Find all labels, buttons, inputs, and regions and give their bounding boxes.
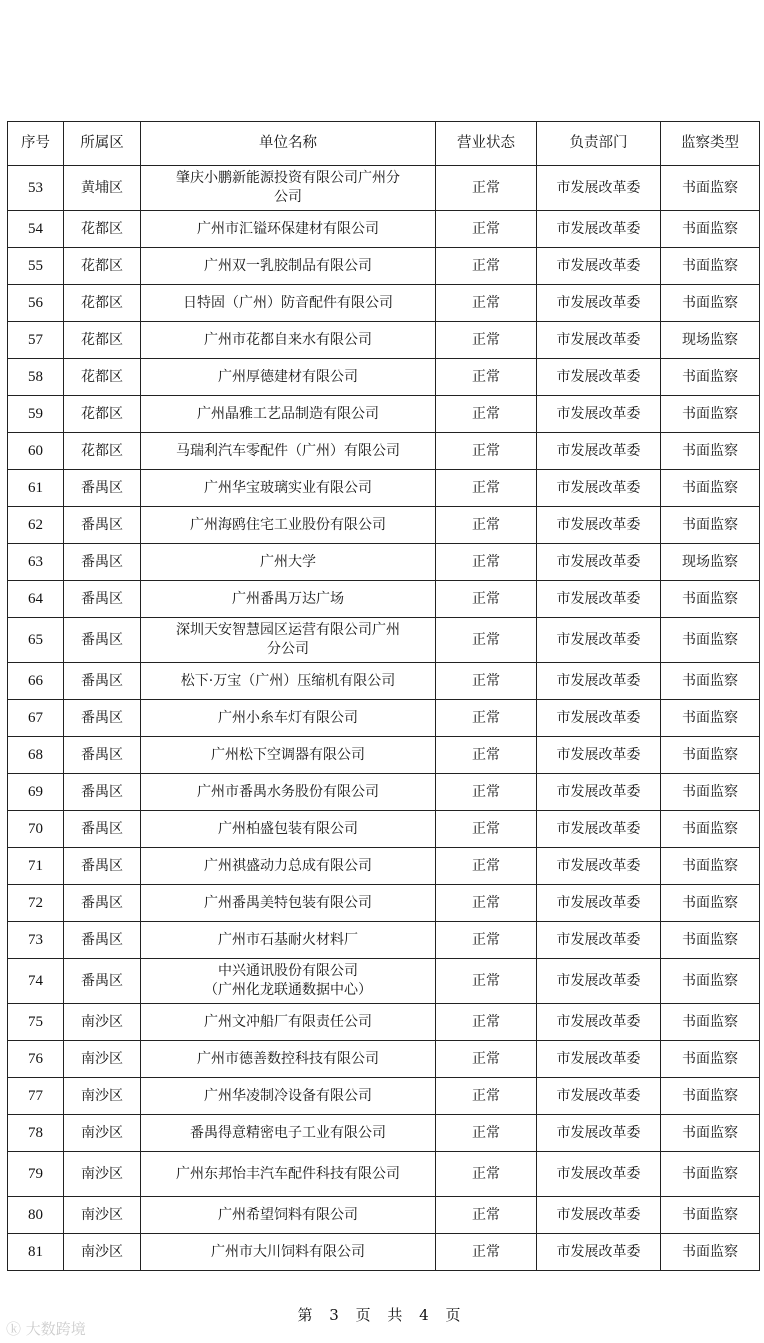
cell-company-name: 广州番禺美特包装有限公司 — [141, 885, 436, 922]
cell-business-status: 正常 — [436, 1152, 537, 1197]
table-row — [8, 959, 760, 1004]
cell-department: 市发展改革委 — [537, 1078, 661, 1115]
cell-inspection-type: 书面监察 — [661, 396, 760, 433]
cell-business-status: 正常 — [436, 700, 537, 737]
cell-company-name: 广州市番禺水务股份有限公司 — [141, 774, 436, 811]
cell-district: 南沙区 — [64, 1004, 141, 1041]
watermark-logo: ⓚ 大数跨境 — [6, 1320, 86, 1338]
cell-district: 番禺区 — [64, 663, 141, 700]
cell-company-name: 番禺得意精密电子工业有限公司 — [141, 1115, 436, 1152]
cell-company-name: 深圳天安智慧园区运营有限公司广州 分公司 — [141, 618, 436, 663]
cell-district: 花都区 — [64, 248, 141, 285]
cell-company-name: 广州双一乳胶制品有限公司 — [141, 248, 436, 285]
cell-district: 番禺区 — [64, 544, 141, 581]
table-row — [8, 1197, 760, 1234]
cell-business-status: 正常 — [436, 285, 537, 322]
table-row — [8, 1152, 760, 1197]
cell-company-name: 广州海鸥住宅工业股份有限公司 — [141, 507, 436, 544]
cell-department: 市发展改革委 — [537, 1152, 661, 1197]
cell-district: 花都区 — [64, 396, 141, 433]
cell-business-status: 正常 — [436, 581, 537, 618]
cell-inspection-type: 书面监察 — [661, 1004, 760, 1041]
cell-department: 市发展改革委 — [537, 1234, 661, 1271]
cell-index: 78 — [8, 1115, 64, 1152]
cell-company-name: 广州松下空调器有限公司 — [141, 737, 436, 774]
cell-index: 59 — [8, 396, 64, 433]
cell-district: 番禺区 — [64, 848, 141, 885]
cell-index: 75 — [8, 1004, 64, 1041]
cell-department: 市发展改革委 — [537, 285, 661, 322]
cell-inspection-type: 书面监察 — [661, 700, 760, 737]
cell-inspection-type: 书面监察 — [661, 359, 760, 396]
cell-business-status: 正常 — [436, 470, 537, 507]
cell-district: 番禺区 — [64, 811, 141, 848]
cell-business-status: 正常 — [436, 885, 537, 922]
cell-company-name: 广州市大川饲料有限公司 — [141, 1234, 436, 1271]
cell-company-name: 广州东邦怡丰汽车配件科技有限公司 — [141, 1152, 436, 1197]
cell-index: 69 — [8, 774, 64, 811]
cell-business-status: 正常 — [436, 359, 537, 396]
header-business-status: 营业状态 — [436, 122, 537, 166]
table-row — [8, 1004, 760, 1041]
cell-business-status: 正常 — [436, 322, 537, 359]
cell-department: 市发展改革委 — [537, 618, 661, 663]
cell-company-name: 广州柏盛包装有限公司 — [141, 811, 436, 848]
cell-index: 62 — [8, 507, 64, 544]
table-row — [8, 1078, 760, 1115]
cell-index: 57 — [8, 322, 64, 359]
cell-department: 市发展改革委 — [537, 248, 661, 285]
cell-index: 68 — [8, 737, 64, 774]
cell-district: 花都区 — [64, 211, 141, 248]
table-row — [8, 1234, 760, 1271]
cell-index: 67 — [8, 700, 64, 737]
cell-inspection-type: 书面监察 — [661, 737, 760, 774]
cell-index: 63 — [8, 544, 64, 581]
cell-business-status: 正常 — [436, 211, 537, 248]
cell-index: 73 — [8, 922, 64, 959]
cell-inspection-type: 书面监察 — [661, 1152, 760, 1197]
table-row — [8, 1115, 760, 1152]
cell-department: 市发展改革委 — [537, 737, 661, 774]
cell-district: 番禺区 — [64, 737, 141, 774]
cell-inspection-type: 现场监察 — [661, 544, 760, 581]
table-row — [8, 285, 760, 322]
cell-business-status: 正常 — [436, 544, 537, 581]
cell-index: 61 — [8, 470, 64, 507]
cell-inspection-type: 书面监察 — [661, 811, 760, 848]
cell-index: 56 — [8, 285, 64, 322]
cell-department: 市发展改革委 — [537, 166, 661, 211]
header-department: 负责部门 — [537, 122, 661, 166]
table-row — [8, 618, 760, 663]
cell-district: 番禺区 — [64, 885, 141, 922]
cell-index: 81 — [8, 1234, 64, 1271]
cell-department: 市发展改革委 — [537, 211, 661, 248]
cell-district: 南沙区 — [64, 1041, 141, 1078]
cell-inspection-type: 书面监察 — [661, 1115, 760, 1152]
table-row — [8, 396, 760, 433]
header-district: 所属区 — [64, 122, 141, 166]
cell-inspection-type: 书面监察 — [661, 848, 760, 885]
cell-index: 60 — [8, 433, 64, 470]
cell-business-status: 正常 — [436, 811, 537, 848]
cell-department: 市发展改革委 — [537, 1197, 661, 1234]
header-inspection-type: 监察类型 — [661, 122, 760, 166]
table-body — [8, 166, 760, 1271]
cell-business-status: 正常 — [436, 922, 537, 959]
cell-department: 市发展改革委 — [537, 581, 661, 618]
cell-district: 花都区 — [64, 285, 141, 322]
page-number: 第 3 页 共 4 页 — [297, 1306, 467, 1324]
cell-company-name: 肇庆小鹏新能源投资有限公司广州分 公司 — [141, 166, 436, 211]
cell-index: 76 — [8, 1041, 64, 1078]
cell-department: 市发展改革委 — [537, 433, 661, 470]
cell-department: 市发展改革委 — [537, 811, 661, 848]
table-row — [8, 248, 760, 285]
cell-district: 番禺区 — [64, 470, 141, 507]
table-row — [8, 922, 760, 959]
cell-company-name: 马瑞利汽车零配件（广州）有限公司 — [141, 433, 436, 470]
cell-inspection-type: 现场监察 — [661, 322, 760, 359]
cell-inspection-type: 书面监察 — [661, 470, 760, 507]
cell-department: 市发展改革委 — [537, 544, 661, 581]
cell-company-name: 广州番禺万达广场 — [141, 581, 436, 618]
cell-department: 市发展改革委 — [537, 922, 661, 959]
cell-index: 80 — [8, 1197, 64, 1234]
cell-company-name: 广州市石基耐火材料厂 — [141, 922, 436, 959]
cell-business-status: 正常 — [436, 774, 537, 811]
cell-inspection-type: 书面监察 — [661, 885, 760, 922]
table-row — [8, 663, 760, 700]
cell-district: 番禺区 — [64, 922, 141, 959]
cell-business-status: 正常 — [436, 166, 537, 211]
cell-company-name: 广州晶雅工艺品制造有限公司 — [141, 396, 436, 433]
cell-business-status: 正常 — [436, 1004, 537, 1041]
cell-business-status: 正常 — [436, 248, 537, 285]
cell-department: 市发展改革委 — [537, 470, 661, 507]
cell-index: 72 — [8, 885, 64, 922]
cell-index: 65 — [8, 618, 64, 663]
table-row — [8, 1041, 760, 1078]
cell-business-status: 正常 — [436, 663, 537, 700]
supervision-table — [7, 121, 760, 1271]
cell-company-name: 广州市花都自来水有限公司 — [141, 322, 436, 359]
cell-company-name: 广州厚德建材有限公司 — [141, 359, 436, 396]
header-company-name: 单位名称 — [141, 122, 436, 166]
cell-index: 71 — [8, 848, 64, 885]
cell-company-name: 广州希望饲料有限公司 — [141, 1197, 436, 1234]
cell-department: 市发展改革委 — [537, 885, 661, 922]
cell-inspection-type: 书面监察 — [661, 211, 760, 248]
cell-district: 南沙区 — [64, 1078, 141, 1115]
cell-company-name: 日特固（广州）防音配件有限公司 — [141, 285, 436, 322]
cell-district: 番禺区 — [64, 774, 141, 811]
table-row — [8, 700, 760, 737]
table-row — [8, 166, 760, 211]
table-row — [8, 581, 760, 618]
cell-index: 55 — [8, 248, 64, 285]
cell-department: 市发展改革委 — [537, 848, 661, 885]
cell-department: 市发展改革委 — [537, 507, 661, 544]
cell-department: 市发展改革委 — [537, 1115, 661, 1152]
cell-index: 54 — [8, 211, 64, 248]
cell-district: 番禺区 — [64, 959, 141, 1004]
table-row — [8, 811, 760, 848]
cell-business-status: 正常 — [436, 959, 537, 1004]
cell-index: 66 — [8, 663, 64, 700]
cell-company-name: 中兴通讯股份有限公司 （广州化龙联通数据中心） — [141, 959, 436, 1004]
cell-inspection-type: 书面监察 — [661, 1234, 760, 1271]
cell-department: 市发展改革委 — [537, 774, 661, 811]
watermark-text: 大数跨境 — [25, 1320, 86, 1338]
table-row — [8, 322, 760, 359]
table-row — [8, 470, 760, 507]
cell-inspection-type: 书面监察 — [661, 1078, 760, 1115]
cell-inspection-type: 书面监察 — [661, 618, 760, 663]
cell-inspection-type: 书面监察 — [661, 959, 760, 1004]
cell-inspection-type: 书面监察 — [661, 922, 760, 959]
cell-company-name: 广州大学 — [141, 544, 436, 581]
cell-business-status: 正常 — [436, 507, 537, 544]
cell-district: 南沙区 — [64, 1234, 141, 1271]
table-row — [8, 848, 760, 885]
cell-district: 番禺区 — [64, 700, 141, 737]
cell-department: 市发展改革委 — [537, 1041, 661, 1078]
cell-company-name: 广州文冲船厂有限责任公司 — [141, 1004, 436, 1041]
cell-business-status: 正常 — [436, 433, 537, 470]
table-row — [8, 433, 760, 470]
cell-index: 77 — [8, 1078, 64, 1115]
cell-district: 南沙区 — [64, 1197, 141, 1234]
cell-index: 64 — [8, 581, 64, 618]
cell-business-status: 正常 — [436, 1234, 537, 1271]
cell-business-status: 正常 — [436, 618, 537, 663]
table-row — [8, 359, 760, 396]
table-row — [8, 544, 760, 581]
cell-company-name: 广州小糸车灯有限公司 — [141, 700, 436, 737]
cell-district: 花都区 — [64, 322, 141, 359]
cell-index: 74 — [8, 959, 64, 1004]
cell-business-status: 正常 — [436, 1041, 537, 1078]
cell-index: 53 — [8, 166, 64, 211]
table-header-row — [8, 122, 760, 166]
table-row — [8, 507, 760, 544]
cell-company-name: 广州市汇镒环保建材有限公司 — [141, 211, 436, 248]
cell-department: 市发展改革委 — [537, 1004, 661, 1041]
cell-business-status: 正常 — [436, 848, 537, 885]
cell-department: 市发展改革委 — [537, 322, 661, 359]
cell-inspection-type: 书面监察 — [661, 433, 760, 470]
cell-company-name: 松下·万宝（广州）压缩机有限公司 — [141, 663, 436, 700]
cell-business-status: 正常 — [436, 1197, 537, 1234]
cell-inspection-type: 书面监察 — [661, 774, 760, 811]
cell-department: 市发展改革委 — [537, 396, 661, 433]
cell-district: 番禺区 — [64, 581, 141, 618]
cell-department: 市发展改革委 — [537, 959, 661, 1004]
cell-business-status: 正常 — [436, 1078, 537, 1115]
cell-district: 花都区 — [64, 359, 141, 396]
table-row — [8, 885, 760, 922]
cell-index: 79 — [8, 1152, 64, 1197]
cell-inspection-type: 书面监察 — [661, 248, 760, 285]
cell-district: 南沙区 — [64, 1152, 141, 1197]
cell-department: 市发展改革委 — [537, 663, 661, 700]
table-row — [8, 211, 760, 248]
cell-district: 番禺区 — [64, 618, 141, 663]
cell-index: 58 — [8, 359, 64, 396]
cell-district: 花都区 — [64, 433, 141, 470]
cell-inspection-type: 书面监察 — [661, 285, 760, 322]
cell-district: 南沙区 — [64, 1115, 141, 1152]
cell-index: 70 — [8, 811, 64, 848]
table-row — [8, 737, 760, 774]
cell-district: 黄埔区 — [64, 166, 141, 211]
cell-inspection-type: 书面监察 — [661, 1041, 760, 1078]
header-index: 序号 — [8, 122, 64, 166]
cell-inspection-type: 书面监察 — [661, 507, 760, 544]
cell-business-status: 正常 — [436, 1115, 537, 1152]
cell-company-name: 广州祺盛动力总成有限公司 — [141, 848, 436, 885]
cell-company-name: 广州华凌制冷设备有限公司 — [141, 1078, 436, 1115]
table-row — [8, 774, 760, 811]
cell-department: 市发展改革委 — [537, 700, 661, 737]
cell-inspection-type: 书面监察 — [661, 581, 760, 618]
cell-inspection-type: 书面监察 — [661, 166, 760, 211]
cell-department: 市发展改革委 — [537, 359, 661, 396]
cell-business-status: 正常 — [436, 396, 537, 433]
cell-company-name: 广州华宝玻璃实业有限公司 — [141, 470, 436, 507]
cell-inspection-type: 书面监察 — [661, 1197, 760, 1234]
cell-district: 番禺区 — [64, 507, 141, 544]
cell-inspection-type: 书面监察 — [661, 663, 760, 700]
cell-company-name: 广州市德善数控科技有限公司 — [141, 1041, 436, 1078]
cell-business-status: 正常 — [436, 737, 537, 774]
